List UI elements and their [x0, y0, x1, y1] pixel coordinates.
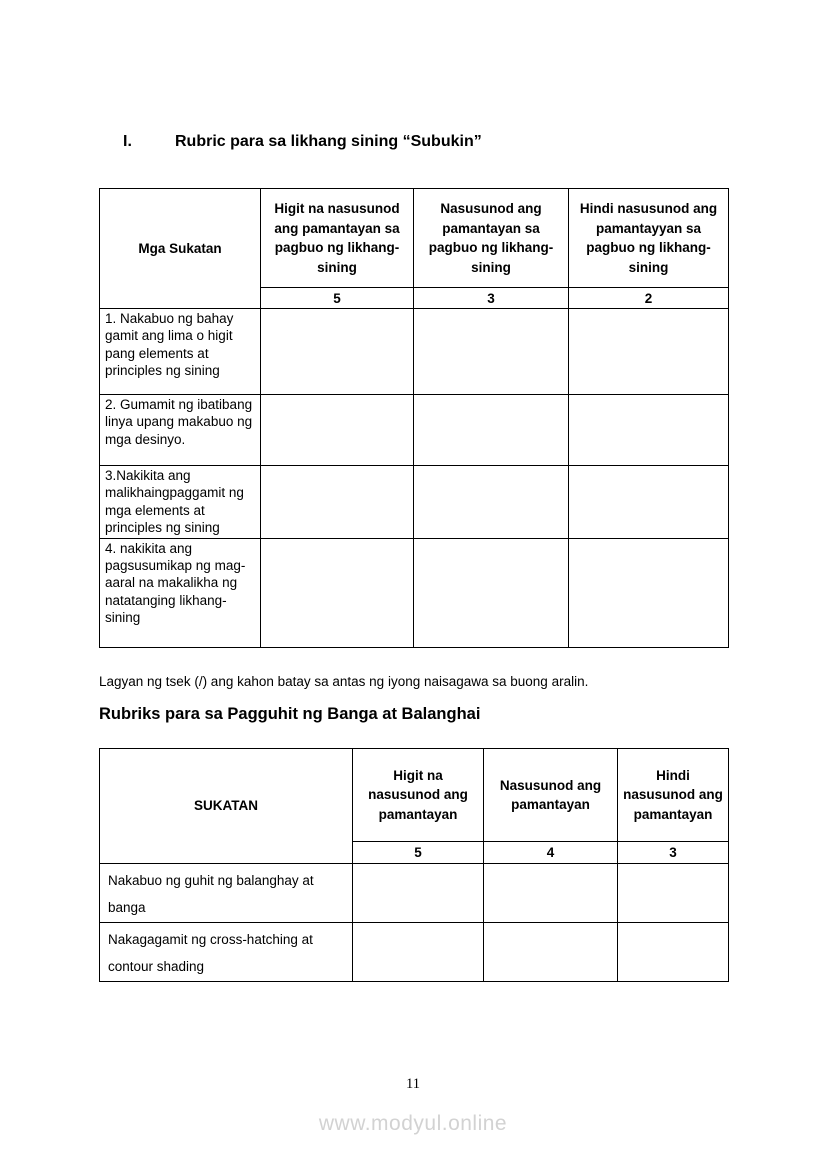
table1-row4-cell-2	[414, 538, 569, 647]
table1-row3-cell-1	[261, 466, 414, 539]
table2-col-header-1: Higit na nasusunod ang pamantayan	[353, 749, 484, 842]
table2-score-3: 3	[618, 842, 729, 864]
table1-row2-cell-2	[414, 395, 569, 466]
table2-row2-cell-1	[353, 923, 484, 982]
table2-row1-cell-1	[353, 864, 484, 923]
table1-row1-cell-3	[569, 309, 729, 395]
table1-score-2: 3	[414, 288, 569, 309]
table2-col-header-3: Hindi nasusunod ang pamantayan	[618, 749, 729, 842]
section-title	[123, 131, 482, 152]
table1-row2-criterion: 2. Gumamit ng ibatibang linya upang makabuo ng mga desinyo.	[100, 395, 261, 466]
table2-criteria-header: SUKATAN	[100, 749, 353, 864]
table1-col-header-2: Nasusunod ang pamantayan sa pagbuo ng likhang-sining	[414, 189, 569, 288]
table2-row1-criterion: Nakabuo ng guhit ng balanghay at banga	[100, 864, 353, 923]
rubric-table-banga-balanghai	[99, 748, 729, 982]
table2-col-header-2: Nasusunod ang pamantayan	[484, 749, 618, 842]
table1-row4-cell-3	[569, 538, 729, 647]
section-numeral: I.	[123, 133, 132, 150]
table2-row2-cell-3	[618, 923, 729, 982]
table1-row1-cell-1	[261, 309, 414, 395]
section2-title: Rubriks para sa Pagguhit ng Banga at Balanghai	[99, 705, 481, 723]
table1-row3-cell-3	[569, 466, 729, 539]
table1-row1-cell-2	[414, 309, 569, 395]
table2-score-2: 4	[484, 842, 618, 864]
table1-row3-cell-2	[414, 466, 569, 539]
table1-criteria-header: Mga Sukatan	[100, 189, 261, 309]
watermark: www.modyul.online	[318, 1112, 508, 1135]
table2-score-1: 5	[353, 842, 484, 864]
table2-row1-cell-2	[484, 864, 618, 923]
table1-row2-cell-1	[261, 395, 414, 466]
table1-col-header-1: Higit na nasusunod ang pamantayan sa pagbuo ng likhang-sining	[261, 189, 414, 288]
table2-row1-cell-3	[618, 864, 729, 923]
page-number: 11	[406, 1076, 420, 1092]
rubric-table-subukin	[99, 188, 729, 648]
table2-row2-criterion: Nakagagamit ng cross-hatching at contour shading	[100, 923, 353, 982]
section-title-text: Rubric para sa likhang sining “Subukin”	[175, 133, 482, 150]
table1-row2-cell-3	[569, 395, 729, 466]
instruction-text: Lagyan ng tsek (/) ang kahon batay sa antas ng iyong naisagawa sa buong aralin.	[99, 674, 589, 689]
table2-row2-cell-2	[484, 923, 618, 982]
table1-row3-criterion: 3.Nakikita ang malikhaingpaggamit ng mga elements at principles ng sining	[100, 466, 261, 539]
table1-score-1: 5	[261, 288, 414, 309]
table1-row1-criterion: 1. Nakabuo ng bahay gamit ang lima o higit pang elements at principles ng sining	[100, 309, 261, 395]
table1-col-header-3: Hindi nasusunod ang pamantayyan sa pagbuo ng likhang-sining	[569, 189, 729, 288]
table1-row4-cell-1	[261, 538, 414, 647]
table1-score-3: 2	[569, 288, 729, 309]
table1-row4-criterion: 4. nakikita ang pagsusumikap ng mag-aaral na makalikha ng natatanging likhang-sining	[100, 538, 261, 647]
